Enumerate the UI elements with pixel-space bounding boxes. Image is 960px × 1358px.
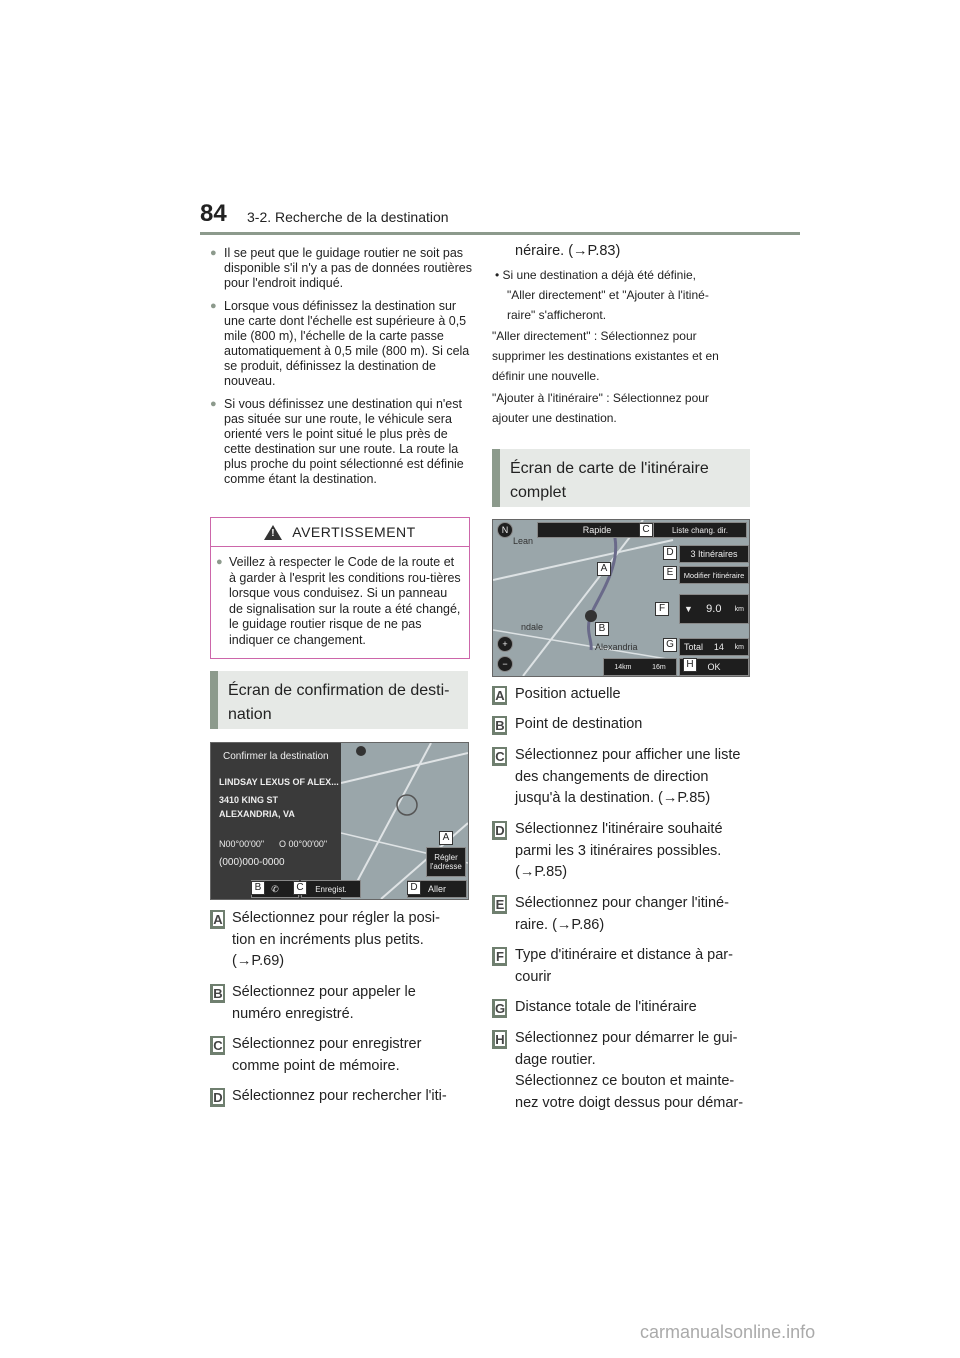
para-ajouter-line-2: ajouter une destination.	[492, 411, 617, 425]
route-item-b	[515, 714, 642, 736]
route-tag-g: G	[663, 638, 677, 652]
route-item-c-line2: des changements de direction	[515, 768, 709, 785]
scale-2: 16m	[652, 663, 666, 671]
para-aller-line-2: supprimer les destinations existantes et en	[492, 349, 719, 363]
section-title: 3-2. Recherche de la destination	[247, 209, 449, 225]
route-tag-d: D	[663, 546, 677, 560]
footer-watermark: carmanualsonline.info	[640, 1322, 816, 1342]
route-letter-e: E	[492, 895, 507, 914]
route-tag-e: E	[663, 566, 677, 580]
route-item-c-line3: jusqu'à la destination. (→P.85)	[515, 790, 711, 806]
total-unit: km	[734, 643, 744, 651]
route-item-g-line1: Distance totale de l'itinéraire	[515, 999, 697, 1015]
map-label-alexandria: Alexandria	[595, 642, 638, 652]
confirm-item-d	[232, 1086, 447, 1108]
ok-button[interactable]: OK	[679, 658, 749, 676]
map-label-ndale: ndale	[521, 622, 544, 632]
route-letter-g: G	[492, 999, 507, 1018]
para-ajouter-line-1: "Ajouter à l'itinéraire" : Sélectionnez pour	[492, 391, 709, 405]
warning-triangle-icon: !	[264, 525, 282, 540]
coords-o: O 00°00'00"	[279, 839, 328, 849]
route-item-d-line3: (→P.85)	[515, 864, 568, 880]
route-item-h-line2: dage routier.	[515, 1051, 596, 1068]
confirm-screen	[210, 742, 469, 900]
left-bullets	[210, 246, 472, 495]
item-letter-d: D	[210, 1088, 225, 1107]
itineraires-button[interactable]: 3 Itinéraires	[679, 545, 749, 563]
coords-n: N00°00'00"	[219, 839, 265, 849]
para-ajouter	[492, 388, 754, 428]
confirm-item-a-line3: (→P.69)	[232, 953, 285, 969]
route-item-f-line1: Type d'itinéraire et distance à par-	[515, 947, 733, 963]
confirm-item-b-line2: numéro enregistré.	[232, 1005, 354, 1022]
route-item-f-line2: courir	[515, 968, 552, 985]
route-screen	[492, 519, 750, 677]
continuation-text: néraire. (→P.83)	[515, 243, 621, 259]
route-tag-h: H	[683, 658, 697, 672]
route-item-d-line1: Sélectionnez l'itinéraire souhaité	[515, 821, 723, 837]
route-item-h-line4: nez votre doigt dessus pour démar-	[515, 1094, 744, 1111]
warning-text: ● Veillez à respecter le Code de la route et à garder à l'esprit les conditions rou-tières lorsque vous conduisez. Si un panneau de signalisation sur la route a été changé, le guidage routier risque de ne pas indiquer ce changement.	[211, 547, 469, 648]
tag-b: B	[251, 881, 265, 895]
regler-label-1: Régler	[434, 853, 458, 862]
confirm-item-b	[232, 982, 416, 1025]
tag-d: D	[407, 881, 421, 895]
route-letter-f: F	[492, 947, 507, 966]
aller-button[interactable]: Aller	[407, 880, 467, 898]
item-letter-b: B	[210, 984, 225, 1003]
distance-unit: km	[734, 605, 744, 613]
total-label: Total	[684, 642, 704, 652]
route-item-d	[515, 819, 723, 884]
route-item-a	[515, 684, 621, 706]
zoom-in-icon[interactable]: +	[497, 636, 513, 652]
route-item-e	[515, 893, 729, 936]
tag-a: A	[439, 831, 453, 845]
para-aller-line-3: définir une nouvelle.	[492, 369, 600, 383]
total-panel	[679, 638, 749, 656]
para-aller	[492, 326, 754, 386]
confirm-item-c-line2: comme point de mémoire.	[232, 1057, 400, 1074]
regler-adresse-button[interactable]	[426, 847, 466, 877]
enregist-button[interactable]: Enregist.	[301, 880, 361, 898]
scale-1: 14km	[614, 663, 632, 671]
page-number: 84	[200, 200, 227, 227]
confirm-item-a-line2: tion en incréments plus petits.	[232, 931, 424, 948]
route-item-h-line3: Sélectionnez ce bouton et mainte-	[515, 1073, 735, 1089]
bullet-2: ● Lorsque vous définissez la destination sur une carte dont l'échelle est supérieure à 0,5 mile (800 m), l'échelle de la carte passe automatiquement à 0,5 mile (800 m). Si cela se produit, définissez la destination de nouveau.	[210, 299, 472, 389]
note-block	[495, 265, 755, 325]
scale-bar	[603, 658, 677, 676]
header-rule	[200, 232, 800, 235]
modifier-itineraire-button[interactable]: Modifier l'itinéraire	[679, 566, 749, 584]
route-item-a-line1: Position actuelle	[515, 686, 621, 702]
route-type-icon: ▼	[684, 604, 693, 614]
confirm-heading: Écran de confirmation de desti-nation	[210, 671, 468, 729]
dest-city: ALEXANDRIA, VA	[219, 809, 295, 819]
route-item-e-line1: Sélectionnez pour changer l'itiné-	[515, 895, 729, 911]
route-item-d-line2: parmi les 3 itinéraires possibles.	[515, 842, 722, 859]
dest-name: LINDSAY LEXUS OF ALEX...	[219, 777, 339, 787]
item-letter-a: A	[210, 910, 225, 929]
route-item-e-line2: raire. (→P.86)	[515, 916, 605, 933]
route-item-g	[515, 997, 697, 1019]
route-item-h	[515, 1028, 743, 1114]
route-letter-b: B	[492, 716, 507, 735]
dest-street: 3410 KING ST	[219, 795, 279, 805]
route-item-f	[515, 945, 733, 988]
note-line-3: raire" s'afficheront.	[507, 308, 607, 322]
total-value: 14	[713, 642, 724, 652]
regler-label-2: l'adresse	[430, 862, 462, 871]
route-letter-a: A	[492, 686, 507, 705]
note-line-1: • Si une destination a déjà été définie,	[495, 268, 697, 282]
route-letter-c: C	[492, 747, 507, 766]
phone-icon: ✆	[271, 883, 279, 894]
note-line-2: "Aller directement" et "Ajouter à l'itiné-	[507, 288, 709, 302]
route-letter-h: H	[492, 1030, 507, 1049]
confirm-item-c-line1: Sélectionnez pour enregistrer	[232, 1036, 422, 1052]
liste-chang-dir-button[interactable]: Liste chang. dir.	[653, 522, 747, 538]
item-letter-c: C	[210, 1036, 225, 1055]
route-item-c-line1: Sélectionnez pour afficher une liste	[515, 747, 741, 763]
warning-header	[211, 518, 469, 547]
route-item-b-line1: Point de destination	[515, 716, 643, 732]
confirm-item-d-line1: Sélectionnez pour rechercher l'iti-	[232, 1088, 447, 1104]
compass-icon[interactable]: N	[497, 522, 513, 538]
warning-box	[210, 517, 470, 659]
confirm-header: Confirmer la destination	[223, 751, 329, 762]
route-heading: Écran de carte de l'itinéraire complet	[492, 449, 750, 507]
route-tag-b: B	[595, 622, 609, 636]
dest-phone: (000)000-0000	[219, 857, 285, 868]
warning-title: AVERTISSEMENT	[292, 524, 416, 540]
route-item-h-line1: Sélectionnez pour démarrer le gui-	[515, 1030, 738, 1046]
route-tag-c: C	[639, 523, 653, 537]
tag-c: C	[293, 881, 307, 895]
bullet-3: ● Si vous définissez une destination qui n'est pas située sur une route, le véhicule sera orienté vers le point situé le plus près de cette destination sur une route. La route la plus proche du point sélectionné est définie comme étant la destination.	[210, 397, 472, 487]
route-item-c	[515, 745, 740, 810]
confirm-item-b-line1: Sélectionnez pour appeler le	[232, 984, 416, 1000]
confirm-item-a	[232, 908, 440, 973]
distance-value: 9.0	[706, 603, 722, 615]
distance-panel	[679, 594, 749, 624]
para-aller-line-1: "Aller directement" : Sélectionnez pour	[492, 329, 697, 343]
route-tag-f: F	[655, 602, 669, 616]
confirm-item-c	[232, 1034, 421, 1077]
map-label-lean: Lean	[513, 536, 534, 546]
confirm-item-a-line1: Sélectionnez pour régler la posi-	[232, 910, 440, 926]
zoom-out-icon[interactable]: −	[497, 656, 513, 672]
rapide-label: Rapide	[537, 522, 657, 538]
bullet-1: ● Il se peut que le guidage routier ne soit pas disponible s'il n'y a pas de données routières pour l'endroit indiqué.	[210, 246, 472, 291]
route-letter-d: D	[492, 821, 507, 840]
route-tag-a: A	[597, 562, 611, 576]
